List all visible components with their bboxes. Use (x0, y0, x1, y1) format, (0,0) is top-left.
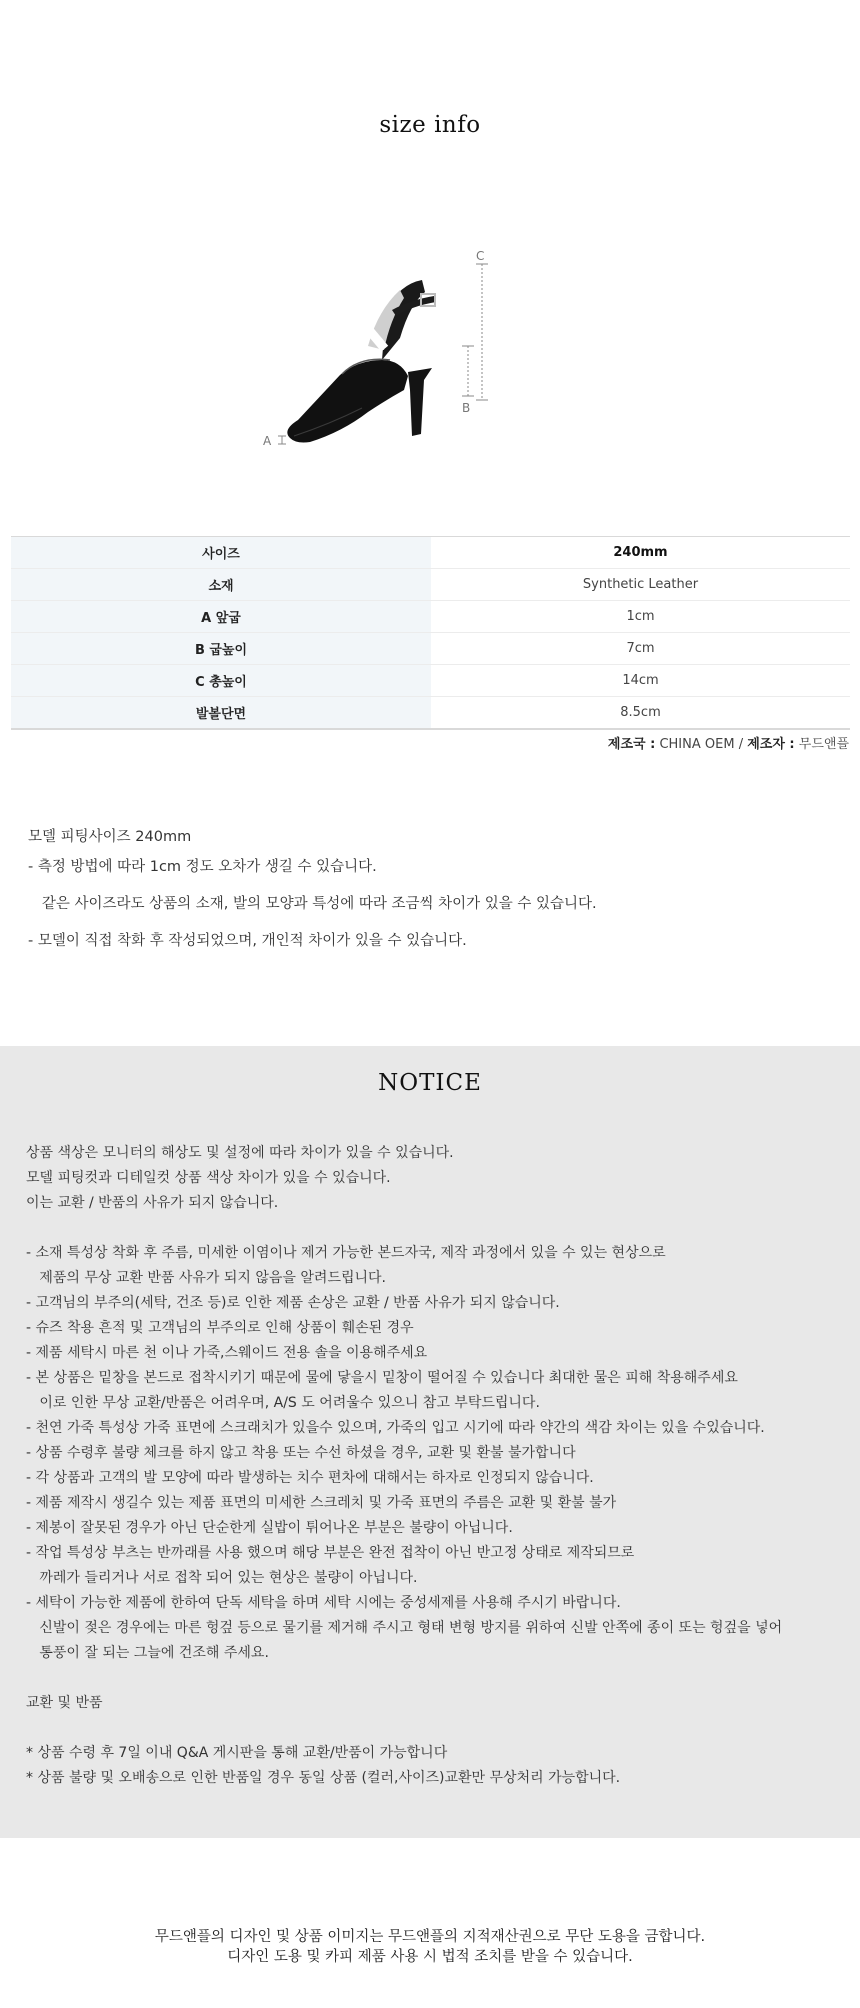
notice-intro-line: 상품 색상은 모니터의 해상도 및 설정에 따라 차이가 있을 수 있습니다. (26, 1145, 454, 1161)
size-table-label: 소재 (11, 569, 431, 601)
size-table-row (11, 665, 850, 697)
notice-item: 신발이 젖은 경우에는 마른 헝겊 등으로 물기를 제거해 주시고 형태 변형 방지를 위하여 신발 안쪽에 종이 또는 헝겊을 넣어 (26, 1620, 783, 1636)
notice-title: NOTICE (378, 1070, 482, 1096)
size-table-value: 1cm (431, 601, 850, 633)
size-table-row (11, 569, 850, 601)
fit-line: - 측정 방법에 따라 1cm 정도 오차가 생길 수 있습니다. (28, 859, 377, 875)
size-table (11, 536, 850, 730)
fitting-info (28, 826, 597, 960)
notice-item: - 천연 가죽 특성상 가죽 표면에 스크래치가 있을수 있으며, 가죽의 입고 시기에 따라 약간의 색감 차이는 있을 수있습니다. (26, 1420, 765, 1436)
size-table-value: 14cm (431, 665, 850, 697)
size-table-label: C 총높이 (11, 665, 431, 697)
size-table-label: B 굽높이 (11, 633, 431, 665)
notice-body (26, 1141, 782, 1791)
size-table-value: 8.5cm (431, 697, 850, 730)
country-label: 제조국 : (607, 737, 656, 752)
notice-items (26, 1241, 782, 1666)
size-table-label: A 앞굽 (11, 601, 431, 633)
size-table-value: 240mm (431, 537, 850, 569)
notice-item: - 각 상품과 고객의 발 모양에 따라 발생하는 치수 편차에 대해서는 하자로 인정되지 않습니다. (26, 1470, 594, 1486)
notice-item: - 세탁이 가능한 제품에 한하여 단독 세탁을 하며 세탁 시에는 중성세제를 사용해 주시기 바랍니다. (26, 1595, 621, 1611)
notice-intro-line: 이는 교환 / 반품의 사유가 되지 않습니다. (26, 1195, 279, 1211)
copyright-line: 무드앤플의 디자인 및 상품 이미지는 무드앤플의 지적재산권으로 무단 도용을 금합니다. (154, 1929, 706, 1945)
fit-line: 모델 피팅사이즈 240mm (28, 829, 192, 845)
size-table-row (11, 633, 850, 665)
notice-item: 까레가 들리거나 서로 접착 되어 있는 현상은 불량이 아닙니다. (26, 1570, 418, 1586)
notice-intro-line: 모델 피팅컷과 디테일컷 상품 색상 차이가 있을 수 있습니다. (26, 1170, 391, 1186)
shoe-diagram (250, 250, 590, 465)
notice-item: 제품의 무상 교환 반품 사유가 되지 않음을 알려드립니다. (26, 1270, 387, 1286)
size-info-title: size info (379, 112, 481, 138)
marker-c: C (476, 250, 485, 263)
notice-item: - 작업 특성상 부츠는 반까래를 사용 했으며 해당 부분은 완전 접착이 아닌 반고정 상태로 제작되므로 (26, 1545, 635, 1561)
exchange-item: * 상품 수령 후 7일 이내 Q&A 게시판을 통해 교환/반품이 가능합니다 (26, 1745, 448, 1761)
notice-item: - 제품 세탁시 마른 천 이나 가죽,스웨이드 전용 솔을 이용해주세요 (26, 1345, 428, 1361)
copyright-notice (0, 1927, 860, 1967)
maker-separator: / (738, 737, 744, 752)
country-value: CHINA OEM (659, 737, 735, 752)
shoe-illustration (250, 250, 590, 465)
size-table-row (11, 697, 850, 730)
size-table-row (11, 601, 850, 633)
notice-item: - 고객님의 부주의(세탁, 건조 등)로 인한 제품 손상은 교환 / 반품 사유가 되지 않습니다. (26, 1295, 560, 1311)
notice-item: - 소재 특성상 착화 후 주름, 미세한 이염이나 제거 가능한 본드자국, 제작 과정에서 있을 수 있는 현상으로 (26, 1245, 666, 1261)
notice-section (0, 1046, 860, 1838)
size-table-label: 발볼단면 (11, 697, 431, 730)
copyright-line: 디자인 도용 및 카피 제품 사용 시 법적 조치를 받을 수 있습니다. (227, 1949, 633, 1965)
exchange-title: 교환 및 반품 (26, 1695, 103, 1711)
notice-item: - 제품 제작시 생길수 있는 제품 표면의 미세한 스크레치 및 가죽 표면의 주름은 교환 및 환불 불가 (26, 1495, 617, 1511)
fit-line: 같은 사이즈라도 상품의 소재, 발의 모양과 특성에 따라 조금씩 차이가 있을 수 있습니다. (28, 896, 597, 912)
exchange-item: * 상품 불량 및 오배송으로 인한 반품일 경우 동일 상품 (컬러,사이즈)교환만 무상처리 가능합니다. (26, 1770, 621, 1786)
manufacturer-info (608, 733, 849, 752)
notice-item: 통풍이 잘 되는 그늘에 건조해 주세요. (26, 1645, 269, 1661)
fit-line: - 모델이 직접 착화 후 작성되었으며, 개인적 차이가 있을 수 있습니다. (28, 933, 467, 949)
size-table-label: 사이즈 (11, 537, 431, 569)
notice-item: 이로 인한 무상 교환/반품은 어려우며, A/S 도 어려울수 있으니 참고 부탁드립니다. (26, 1395, 540, 1411)
maker-label: 제조자 : (747, 737, 795, 752)
notice-item: - 상품 수령후 불량 체크를 하지 않고 착용 또는 수선 하셨을 경우, 교환 및 환불 불가합니다 (26, 1445, 576, 1461)
maker-value: 무드앤플 (798, 737, 849, 752)
notice-item: - 본 상품은 밑창을 본드로 접착시키기 때문에 물에 닿을시 밑창이 떨어질 수 있습니다 최대한 물은 피해 착용해주세요 (26, 1370, 738, 1386)
size-table-value: Synthetic Leather (431, 569, 850, 601)
notice-item: - 제봉이 잘못된 경우가 아닌 단순한게 실밥이 튀어나온 부분은 불량이 아닙니다. (26, 1520, 513, 1536)
marker-a: A (263, 434, 272, 448)
notice-item: - 슈즈 착용 흔적 및 고객님의 부주의로 인해 상품이 훼손된 경우 (26, 1320, 414, 1336)
marker-b: B (462, 401, 471, 415)
size-table-value: 7cm (431, 633, 850, 665)
size-table-row (11, 537, 850, 569)
